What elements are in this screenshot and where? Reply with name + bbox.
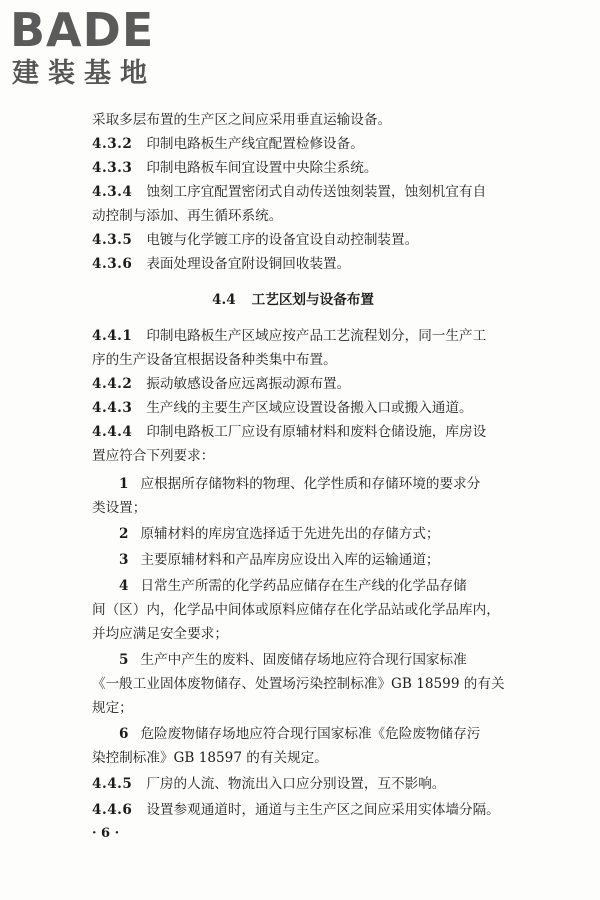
- clause-text: 生产线的主要生产区域应设置设备搬入口或搬入通道。: [146, 400, 473, 416]
- clause-number: 4.4.2: [92, 376, 133, 392]
- clause-4-3-4: [92, 182, 486, 202]
- clause-number: 4.4.3: [92, 400, 133, 416]
- clause-number: 4.3.5: [92, 232, 133, 248]
- clause-number: 4.4.1: [92, 328, 133, 344]
- clause-4-4-4: [92, 422, 486, 442]
- line-text: 采取多层布置的生产区之间应采用垂直运输设备。: [92, 112, 392, 128]
- clause-text: 电镀与化学镀工序的设备宜设自动控制装置。: [146, 232, 419, 248]
- list-item-text: 日常生产所需的化学药品应储存在生产线的化学品存储: [140, 578, 467, 594]
- list-item-1: [92, 474, 480, 494]
- list-item-2: [92, 524, 440, 544]
- line-text: 类设置；: [92, 500, 147, 516]
- list-item-number: 3: [119, 552, 129, 568]
- paragraph-line: [92, 206, 282, 226]
- line-text: 动控制与添加、再生循环系统。: [92, 208, 283, 224]
- line-text: 序的生产设备宜根据设备种类集中布置。: [92, 352, 337, 368]
- page-number: · 6 ·: [92, 826, 120, 841]
- list-item-text: 危险废物储存场地应符合现行国家标准《危险废物储存污: [140, 726, 481, 742]
- list-item-number: 5: [119, 652, 129, 668]
- logo-subtitle: 建装基地: [12, 58, 156, 89]
- clause-4-4-6: [92, 800, 500, 820]
- paragraph-line: [92, 350, 337, 370]
- clause-number: 4.4.6: [92, 802, 133, 818]
- paragraph-line: [92, 110, 391, 130]
- list-item-text: 应根据所存储物料的物理、化学性质和存储环境的要求分: [140, 476, 481, 492]
- line-text: 并均应满足安全要求；: [92, 626, 228, 642]
- list-item-4: [92, 576, 467, 596]
- clause-number: 4.3.3: [92, 160, 133, 176]
- clause-text: 印制电路板生产线宜配置检修设备。: [146, 136, 364, 152]
- paragraph-line: [92, 698, 133, 718]
- list-item-text: 生产中产生的废料、固废储存场地应符合现行国家标准: [140, 652, 467, 668]
- clause-number: 4.3.4: [92, 184, 133, 200]
- clause-text: 印制电路板生产区域应按产品工艺流程划分，同一生产工: [146, 328, 487, 344]
- paragraph-line: [92, 674, 505, 694]
- line-text: 间（区）内，化学品中间体或原料应储存在化学品站或化学品库内，: [92, 602, 500, 618]
- clause-text: 印制电路板工厂应设有原辅材料和废料仓储设施，库房设: [146, 424, 487, 440]
- clause-text: 印制电路板车间宜设置中央除尘系统。: [146, 160, 378, 176]
- paragraph-line: [92, 624, 228, 644]
- paragraph-line: [92, 498, 146, 518]
- clause-4-3-2: [92, 134, 364, 154]
- clause-number: 4.4.4: [92, 424, 133, 440]
- line-text: 置应符合下列要求：: [92, 448, 215, 464]
- section-title: 工艺区划与设备布置: [251, 292, 374, 308]
- list-item-5: [92, 650, 467, 670]
- paragraph-line: [92, 600, 500, 620]
- line-text: 规定；: [92, 700, 133, 716]
- clause-text: 表面处理设备宜附设铜回收装置。: [146, 256, 351, 272]
- clause-4-4-3: [92, 398, 473, 418]
- clause-text: 厂房的人流、物流出入口应分别设置，互不影响。: [146, 776, 446, 792]
- section-heading: [212, 290, 374, 310]
- line-text: 《一般工业固体废物储存、处置场污染控制标准》GB 18599 的有关: [92, 676, 505, 692]
- list-item-6: [92, 724, 480, 744]
- list-item-text: 主要原辅材料和产品库房应设出入库的运输通道；: [140, 552, 440, 568]
- clause-4-3-5: [92, 230, 418, 250]
- section-number: 4.4: [212, 292, 236, 308]
- clause-text: 振动敏感设备应远离振动源布置。: [146, 376, 351, 392]
- list-item-number: 2: [119, 526, 129, 542]
- clause-number: 4.3.6: [92, 256, 133, 272]
- list-item-number: 1: [119, 476, 129, 492]
- clause-text: 设置参观通道时，通道与主生产区之间应采用实体墙分隔。: [146, 802, 500, 818]
- clause-4-3-3: [92, 158, 377, 178]
- paragraph-line: [92, 748, 328, 768]
- list-item-text: 原辅材料的库房宜选择适于先进先出的存储方式；: [140, 526, 440, 542]
- clause-4-4-1: [92, 326, 486, 346]
- line-text: 染控制标准》GB 18597 的有关规定。: [92, 750, 328, 766]
- list-item-number: 6: [119, 726, 129, 742]
- clause-text: 蚀刻工序宜配置密闭式自动传送蚀刻装置，蚀刻机宜有自: [146, 184, 487, 200]
- logo-wordmark: BADE: [10, 3, 155, 57]
- logo: [8, 4, 208, 94]
- clause-number: 4.4.5: [92, 776, 133, 792]
- clause-4-4-2: [92, 374, 350, 394]
- clause-number: 4.3.2: [92, 136, 133, 152]
- list-item-number: 4: [119, 578, 129, 594]
- clause-4-3-6: [92, 254, 350, 274]
- paragraph-line: [92, 446, 214, 466]
- list-item-3: [92, 550, 440, 570]
- clause-4-4-5: [92, 774, 445, 794]
